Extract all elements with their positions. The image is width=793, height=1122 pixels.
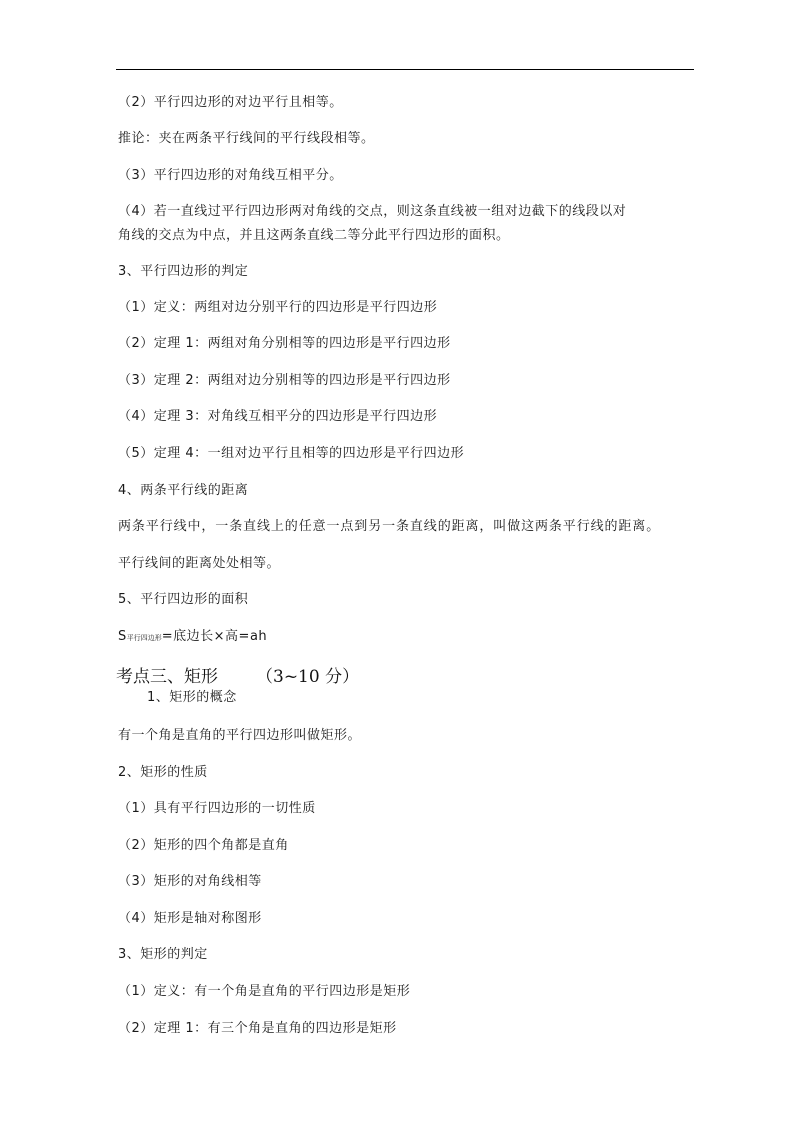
criterion-1: （1）定义：两组对边分别平行的四边形是平行四边形: [118, 300, 438, 315]
rect-concept-title: 1、矩形的概念: [147, 690, 237, 705]
area-symbol: S: [118, 629, 127, 644]
header-rule: [116, 69, 694, 70]
area-subscript: 平行四边形: [126, 634, 162, 642]
section-3-title: 3、平行四边形的判定: [118, 264, 249, 279]
property-4-line-2: 角线的交点为中点，并且这两条直线二等分此平行四边形的面积。: [118, 228, 510, 243]
criterion-5: （5）定理 4：一组对边平行且相等的四边形是平行四边形: [118, 446, 465, 461]
key-point-3-heading: [116, 667, 359, 687]
corollary: 推论：夹在两条平行线间的平行线段相等。: [118, 131, 375, 146]
key-point-3-title: 考点三、矩形: [116, 667, 218, 687]
distance-definition: 两条平行线中，一条直线上的任意一点到另一条直线的距离，叫做这两条平行线的距离。: [118, 519, 661, 534]
property-2: （2）平行四边形的对边平行且相等。: [118, 95, 343, 110]
section-4-title: 4、两条平行线的距离: [118, 483, 249, 498]
rect-properties-title: 2、矩形的性质: [118, 765, 208, 780]
distance-property: 平行线间的距离处处相等。: [118, 556, 281, 571]
rect-criterion-1: （1）定义：有一个角是直角的平行四边形是矩形: [118, 984, 411, 999]
criterion-4: （4）定理 3：对角线互相平分的四边形是平行四边形: [118, 409, 438, 424]
property-4-line-1: （4）若一直线过平行四边形两对角线的交点，则这条直线被一组对边截下的线段以对: [118, 204, 627, 219]
rect-property-3: （3）矩形的对角线相等: [118, 874, 262, 889]
rect-property-1: （1）具有平行四边形的一切性质: [118, 801, 316, 816]
rect-property-4: （4）矩形是轴对称图形: [118, 911, 262, 926]
section-5-title: 5、平行四边形的面积: [118, 592, 249, 607]
criterion-3: （3）定理 2：两组对边分别相等的四边形是平行四边形: [118, 373, 451, 388]
rect-criteria-title: 3、矩形的判定: [118, 947, 208, 962]
key-point-3-score: （3~10 分）: [256, 667, 360, 687]
criterion-2: （2）定理 1：两组对角分别相等的四边形是平行四边形: [118, 336, 451, 351]
rect-property-2: （2）矩形的四个角都是直角: [118, 838, 289, 853]
rect-concept-definition: 有一个角是直角的平行四边形叫做矩形。: [118, 728, 362, 743]
area-formula-rest: =底边长×高=ah: [161, 629, 268, 644]
area-formula: [118, 629, 267, 646]
rect-criterion-2: （2）定理 1：有三个角是直角的四边形是矩形: [118, 1021, 397, 1036]
property-3: （3）平行四边形的对角线互相平分。: [118, 168, 343, 183]
